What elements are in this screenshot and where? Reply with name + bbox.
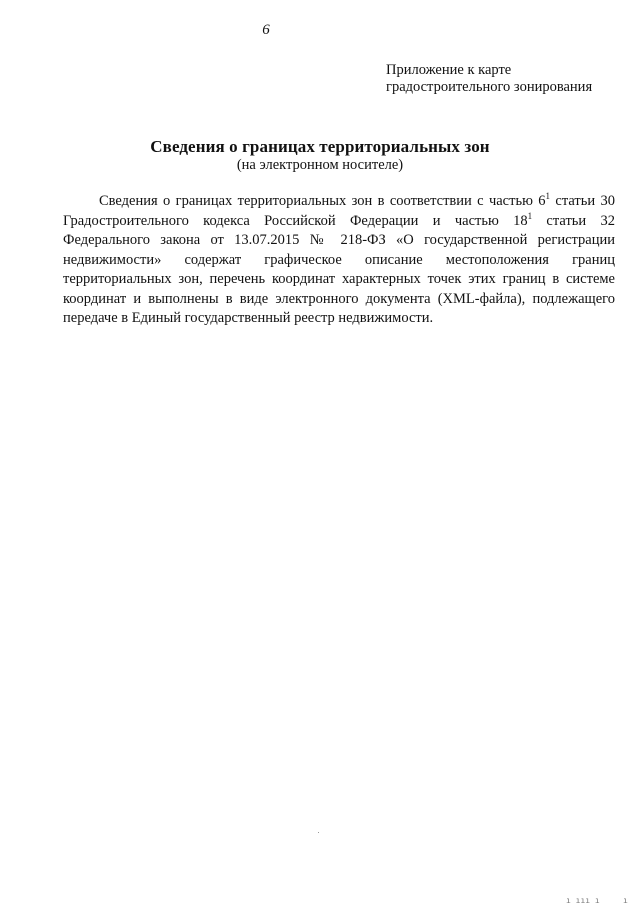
superscript-1: 1 xyxy=(545,191,551,201)
scan-mark-left: ı ııı ı xyxy=(566,896,600,905)
body-paragraph xyxy=(63,192,615,329)
document-subtitle: (на электронном носителе) xyxy=(236,157,404,173)
appendix-note xyxy=(386,62,592,96)
scan-mark-right: ı xyxy=(623,896,628,905)
document-title: Сведения о границах территориальных зон xyxy=(150,137,490,156)
scan-artifact-dot xyxy=(318,832,319,833)
appendix-line-2: градостроительного зонирования xyxy=(386,79,593,95)
body-text-part-2: статьи 30 Градостроительного кодекса Российской Федерации и частью 18 xyxy=(63,193,615,229)
page-number: 6 xyxy=(262,22,270,38)
body-text-part-1: Сведения о границах территориальных зон в соответствии с частью 6 xyxy=(99,193,546,209)
superscript-2: 1 xyxy=(527,210,533,221)
body-text-part-3: статьи 32 Федерального закона от 13.07.2015 № 218-ФЗ «О государственной регистрации недвижимости» содержат графическое описание местоположения границ территориальных зон, перечень координат характерных точек этих границ в системе координат и выполнены в виде электронного документа (XML-файла), подлежащего передаче в Единый государственный реестр недвижимости. xyxy=(63,212,615,326)
appendix-line-1: Приложение к карте xyxy=(386,62,512,78)
